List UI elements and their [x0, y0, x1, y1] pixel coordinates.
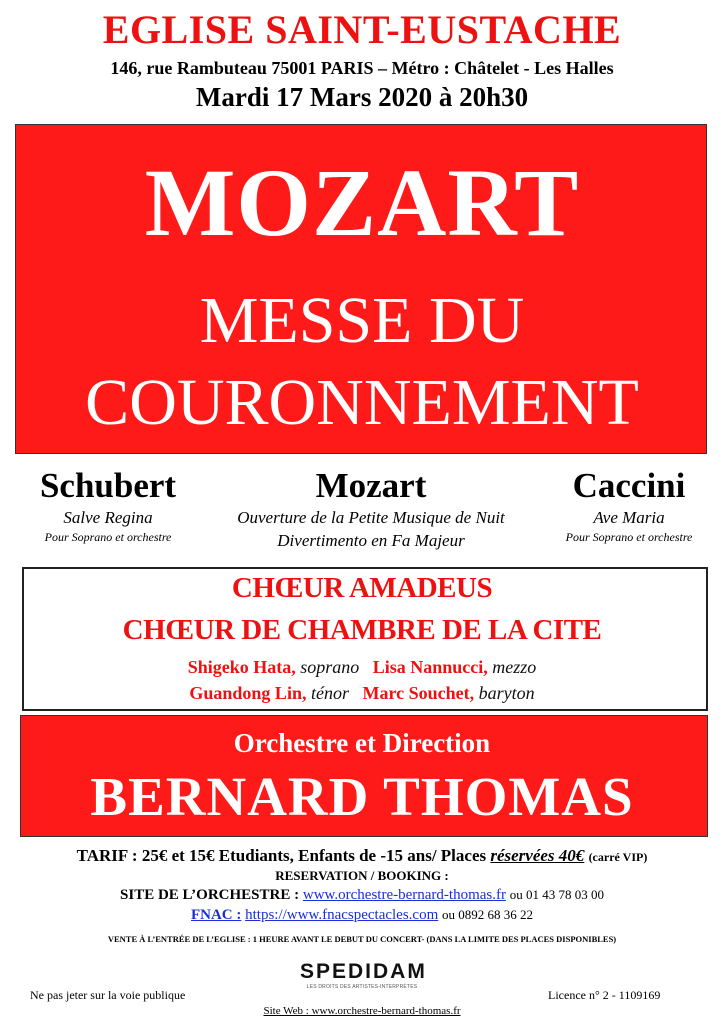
concert-date: Mardi 17 Mars 2020 à 20h30 [195, 82, 529, 112]
orchestra-phone: ou 01 43 78 03 00 [509, 887, 604, 902]
orchestra-label: Orchestre et Direction [233, 728, 491, 758]
program-column-mozart [206, 466, 536, 552]
soloist-voice: ténor [310, 683, 349, 703]
program-piece-2: Divertimento en Fa Majeur [277, 531, 465, 550]
program-note: Pour Soprano et orchestre [44, 530, 172, 544]
site-label: SITE DE L’ORCHESTRE : [120, 887, 300, 903]
conductor-name: BERNARD THOMAS [90, 766, 634, 827]
soloist-voice: mezzo [492, 657, 537, 677]
main-work-line-2: COURONNEMENT [85, 366, 639, 439]
tarif-vip: (carré VIP) [588, 850, 648, 864]
fnac-link[interactable]: https://www.fnacspectacles.com [245, 907, 439, 923]
program-piece: Ouverture de la Petite Musique de Nuit [237, 508, 505, 527]
main-work-line-1: MESSE DU [199, 284, 525, 357]
soloist-voice: baryton [478, 683, 535, 703]
program-composer: Schubert [39, 466, 177, 505]
program-column-caccini [538, 466, 720, 545]
soloists-row-1 [0, 657, 724, 678]
soloist-name: Shigeko Hata, [187, 657, 296, 677]
venue-address: 146, rue Rambuteau 75001 PARIS – Métro : Châtelet - Les Halles [110, 58, 614, 78]
program-note: Pour Soprano et orchestre [565, 530, 693, 544]
soloist-voice: soprano [300, 657, 360, 677]
venue-title: EGLISE SAINT-EUSTACHE [102, 7, 622, 52]
orchestra-site-line [0, 887, 724, 904]
program-composer: Caccini [572, 466, 686, 505]
program-column-schubert [6, 466, 210, 545]
tarif-line [0, 846, 724, 866]
footer-website[interactable]: Site Web : www.orchestre-bernard-thomas.fr [263, 1005, 461, 1017]
tarif-reserved: réservées 40€ [490, 846, 585, 865]
choir-name-1: CHŒUR AMADEUS [231, 572, 493, 604]
licence-number: Licence n° 2 - 1109169 [548, 988, 661, 1002]
program-composer: Mozart [315, 466, 427, 505]
fnac-phone: ou 0892 68 36 22 [442, 907, 534, 922]
fnac-line [0, 907, 724, 924]
program-piece: Salve Regina [63, 508, 153, 527]
soloist-name: Lisa Nannucci, [372, 657, 488, 677]
logo-word: SPEDIDAM [300, 960, 427, 983]
soloists-row-2 [0, 683, 724, 704]
orchestra-site-link[interactable]: www.orchestre-bernard-thomas.fr [302, 887, 506, 903]
program-piece: Ave Maria [593, 508, 665, 527]
fnac-label: FNAC : [190, 907, 242, 923]
litter-notice: Ne pas jeter sur la voie publique [30, 988, 186, 1002]
soloist-name: Guandong Lin, [189, 683, 307, 703]
spedidam-logo [300, 960, 427, 990]
door-sale-notice: VENTE À L’ENTRÉE DE L’EGLISE : 1 HEURE AVANT LE DEBUT DU CONCERT- (DANS LA LIMITE DES PLACES DISPONIBLES) [107, 934, 617, 944]
soloist-name: Marc Souchet, [362, 683, 475, 703]
logo-subtitle: LES DROITS DES ARTISTES-INTERPRÈTES [306, 984, 418, 990]
choir-name-2: CHŒUR DE CHAMBRE DE LA CITE [122, 614, 602, 646]
tarif-text: TARIF : 25€ et 15€ Etudiants, Enfants de -15 ans/ Places [76, 846, 491, 865]
booking-label: RESERVATION / BOOKING : [275, 868, 449, 883]
main-composer: MOZART [144, 149, 580, 256]
